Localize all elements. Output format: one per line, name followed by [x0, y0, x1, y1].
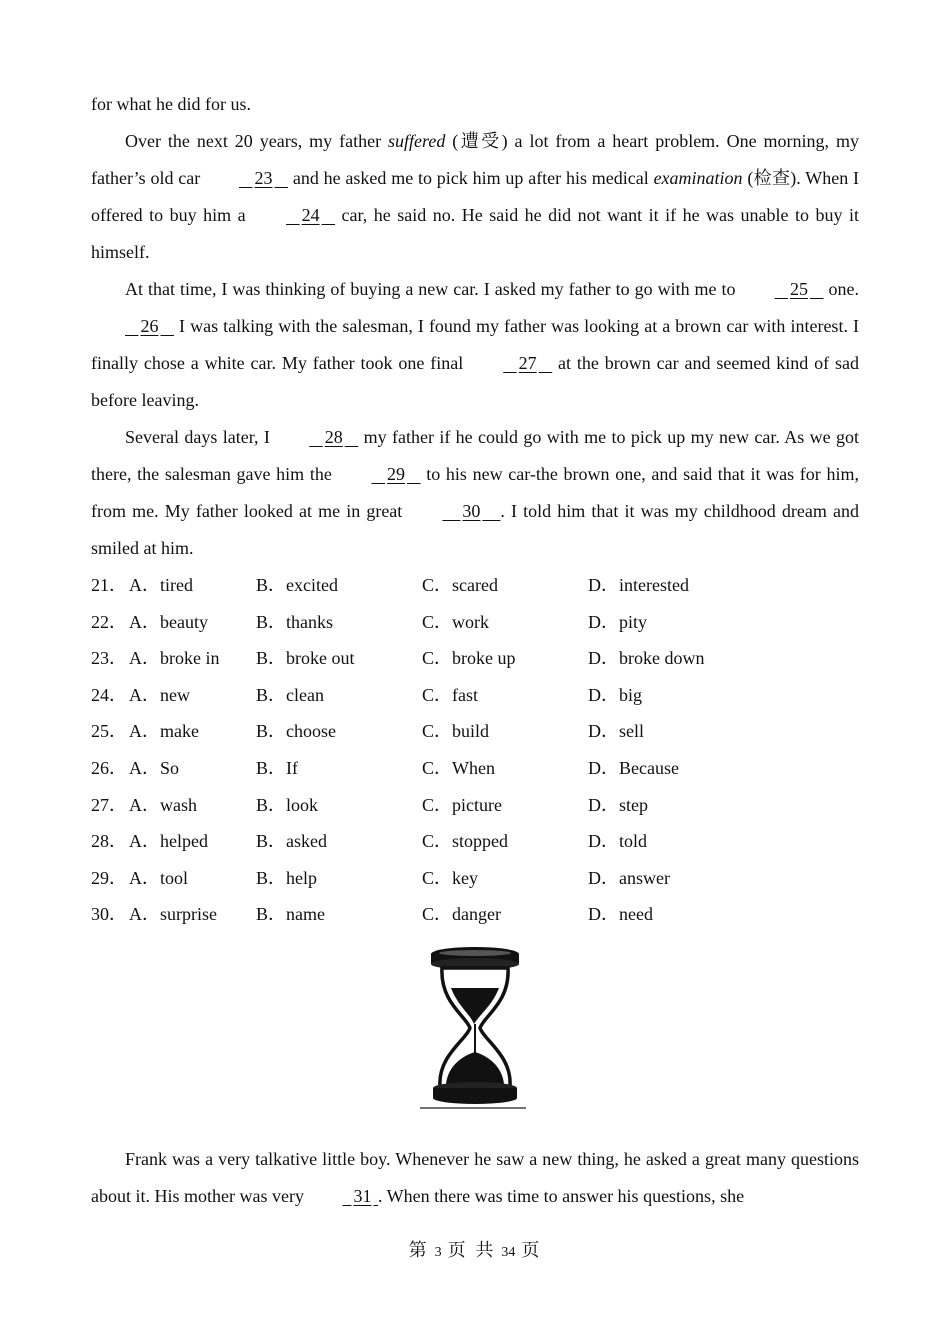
question-row: 21． A．tired B．excited C．scared D．interested — [91, 575, 689, 595]
question-options — [91, 567, 859, 933]
question-row: 30． A．surprise B．name C．danger D．need — [91, 904, 653, 925]
question-row: 29． A．tool B．help C．key D．answer — [91, 867, 670, 888]
question-row: 23． A．broke in B．broke out C．broke up D．broke down — [91, 648, 705, 669]
paragraph-frank: Frank was a very talkative little boy. Whenever he saw a new thing, he asked a great many questions about it. His mother was very 31 . When there was time to answer his questions, she — [91, 1141, 859, 1215]
blank-23: 23 — [254, 168, 273, 188]
paragraph-1: Over the next 20 years, my father suffered (遭受) a lot from a heart problem. One morning, my father’s old car 23 and he asked me to pick him up after his medical examination (检查). When I offered to buy him a 24 car, he said no. He said he did not want it if he was unable to buy it himself. — [91, 131, 859, 262]
question-row: 27． A．wash B．look C．picture D．step — [91, 794, 648, 815]
passage-one — [91, 86, 859, 567]
page-footer: 第 3 页 共 34 页 — [408, 1240, 542, 1261]
blank-30: 30 — [462, 501, 481, 521]
hourglass-icon — [418, 944, 530, 1112]
blank-26: 26 — [140, 316, 159, 336]
word-examination: examination — [653, 168, 743, 188]
question-row: 22． A．beauty B．thanks C．work D．pity — [91, 611, 648, 632]
paragraph-2: At that time, I was thinking of buying a new car. I asked my father to go with me to 25 one. 26 I was talking with the salesman, I found my father was looking at a brown car with interest. I finally chose a white car. My father took one final 27 at the brown car and seemed kind of sad before leaving. — [91, 271, 859, 419]
question-row: 24． A．new B．clean C．fast D．big — [91, 684, 642, 705]
page-total: 34 — [501, 1245, 516, 1260]
word-suffered: suffered — [388, 131, 446, 151]
blank-25: 25 — [790, 279, 809, 299]
blank-28: 28 — [324, 427, 343, 447]
question-row: 28． A．helped B．asked C．stopped D．told — [91, 831, 648, 852]
blank-29: 29 — [387, 464, 406, 484]
paragraph-0: for what he did for us. — [91, 94, 251, 114]
passage-two — [91, 1141, 859, 1215]
blank-27: 27 — [518, 353, 537, 373]
blank-24: 24 — [301, 205, 320, 225]
question-row: 25． A．make B．choose C．build D．sell — [91, 721, 644, 742]
page-number: 3 — [434, 1245, 442, 1260]
paragraph-3: Several days later, I 28 my father if he could go with me to pick up my new car. As we got there, the salesman gave him the 29 to his new car-the brown one, and said that it was for him, from me. My father looked at me in great 30 . I told him that it was my childhood dream and smiled at him. — [91, 419, 859, 567]
blank-31: 31 — [353, 1186, 372, 1206]
question-row: 26． A．So B．If C．When D．Because — [91, 757, 679, 778]
